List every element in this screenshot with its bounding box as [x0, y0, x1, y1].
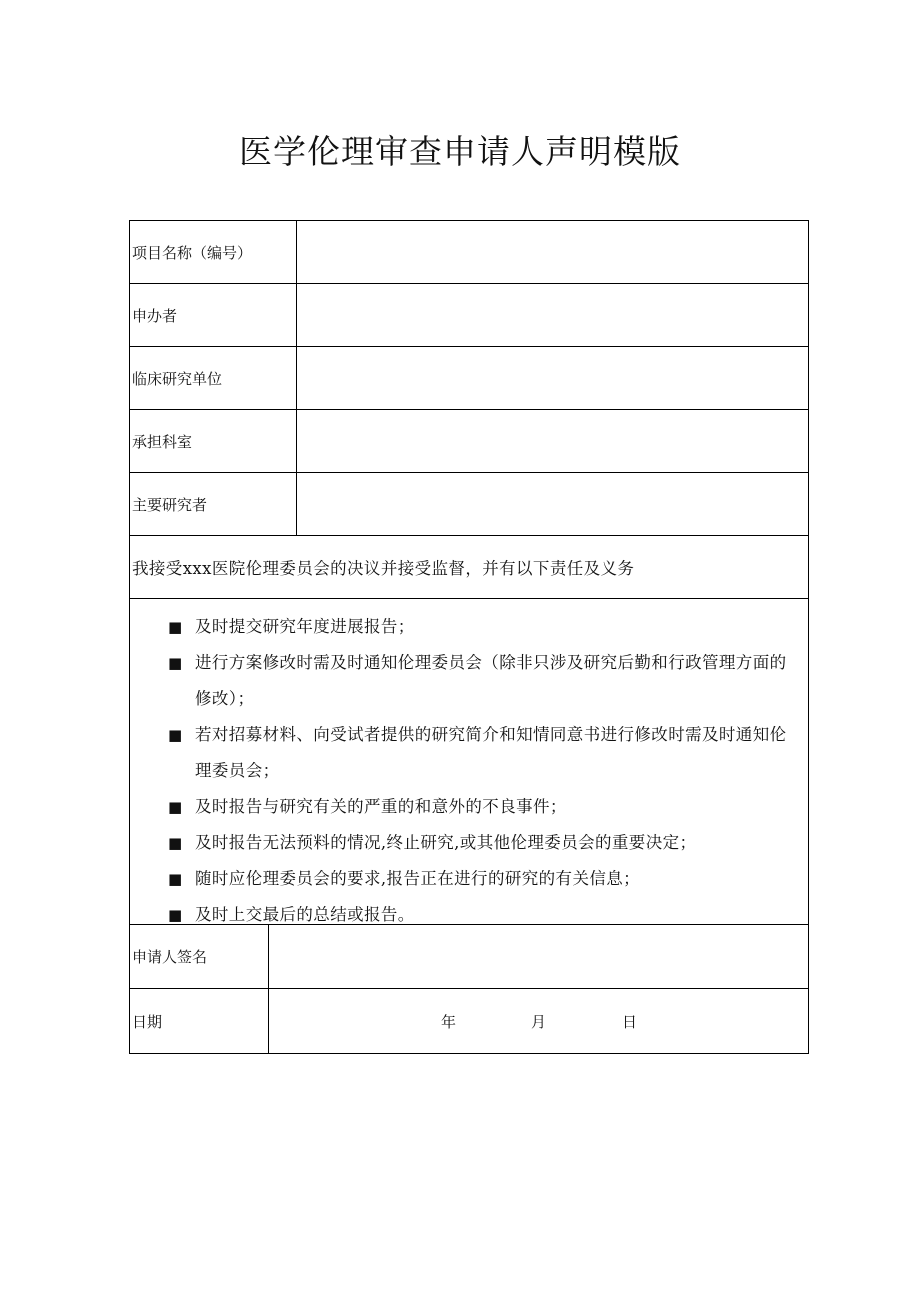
project-name-field[interactable] [297, 221, 808, 283]
department-label: 承担科室 [130, 410, 297, 472]
duty-text: 及时报告无法预料的情况,终止研究,或其他伦理委员会的重要决定； [195, 833, 697, 852]
research-unit-label: 临床研究单位 [130, 347, 297, 409]
list-item [168, 609, 800, 645]
form-row-department [130, 410, 808, 473]
project-name-label: 项目名称（编号） [130, 221, 297, 283]
form-row-research-unit [130, 347, 808, 410]
form-row-signature [130, 925, 808, 989]
square-bullet-icon: ■ [168, 870, 183, 888]
principal-investigator-label: 主要研究者 [130, 473, 297, 535]
signature-label: 申请人签名 [130, 925, 269, 988]
list-item [168, 645, 800, 717]
sponsor-field[interactable] [297, 284, 808, 346]
page-title: 医学伦理审查申请人声明模版 [239, 132, 681, 171]
declaration-statement: 我接受xxx医院伦理委员会的决议并接受监督，并有以下责任及义务 [130, 536, 808, 599]
date-label: 日期 [130, 989, 269, 1053]
list-item [168, 861, 800, 897]
date-year-label: 年 [441, 1013, 457, 1031]
duties-list [130, 599, 808, 925]
square-bullet-icon: ■ [168, 906, 183, 924]
duty-text: 及时报告与研究有关的严重的和意外的不良事件； [195, 797, 567, 816]
department-field[interactable] [297, 410, 808, 472]
form-row-sponsor [130, 284, 808, 347]
signature-field[interactable] [269, 925, 808, 988]
square-bullet-icon: ■ [168, 654, 183, 672]
list-item [168, 825, 800, 861]
duty-text: 随时应伦理委员会的要求,报告正在进行的研究的有关信息； [195, 869, 641, 888]
duty-text: 若对招募材料、向受试者提供的研究简介和知情同意书进行修改时需及时通知伦理委员会； [195, 725, 787, 780]
form-row-principal-investigator [130, 473, 808, 536]
square-bullet-icon: ■ [168, 798, 183, 816]
duty-text: 及时提交研究年度进展报告； [195, 617, 415, 636]
duty-text: 进行方案修改时需及时通知伦理委员会（除非只涉及研究后勤和行政管理方面的修改）； [195, 653, 787, 708]
list-item [168, 789, 800, 825]
declaration-form [129, 220, 809, 1054]
square-bullet-icon: ■ [168, 618, 183, 636]
date-field[interactable] [269, 989, 808, 1053]
form-row-project-name [130, 221, 808, 284]
duty-text: 及时上交最后的总结或报告。 [195, 905, 415, 924]
square-bullet-icon: ■ [168, 834, 183, 852]
date-month-label: 月 [531, 1013, 547, 1031]
date-day-label: 日 [622, 1013, 638, 1031]
principal-investigator-field[interactable] [297, 473, 808, 535]
sponsor-label: 申办者 [130, 284, 297, 346]
square-bullet-icon: ■ [168, 726, 183, 744]
research-unit-field[interactable] [297, 347, 808, 409]
list-item [168, 717, 800, 789]
form-row-date [130, 989, 808, 1053]
